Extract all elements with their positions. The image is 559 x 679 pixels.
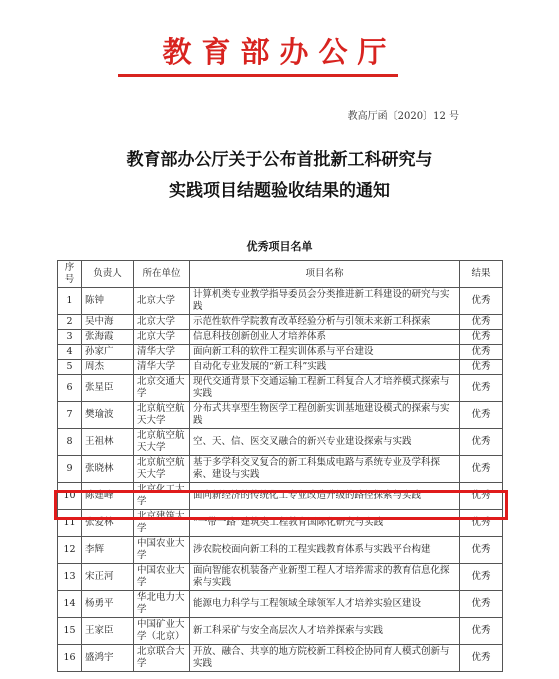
document-number: 教高厅函〔2020〕12 号	[347, 111, 459, 122]
row-institution: 北京大学	[134, 330, 190, 345]
row-leader: 周杰	[82, 360, 134, 375]
row-leader: 宋正河	[82, 564, 134, 591]
row-institution: 中国矿业大学（北京）	[134, 618, 190, 645]
row-result: 优秀	[460, 402, 503, 429]
header-result: 结果	[460, 261, 503, 288]
row-index: 16	[58, 645, 82, 672]
row-institution: 北京化工大学	[134, 483, 190, 510]
row-index: 9	[58, 456, 82, 483]
table-row	[58, 345, 503, 360]
row-leader: 杨勇平	[82, 591, 134, 618]
row-index: 1	[58, 288, 82, 315]
table-row	[58, 429, 503, 456]
row-institution: 中国农业大学	[134, 537, 190, 564]
row-project-name: 面向新经济的传统化工专业改造升级的路径探索与实践	[190, 483, 460, 510]
table-header-row	[58, 261, 503, 288]
table-row	[58, 315, 503, 330]
row-index: 4	[58, 345, 82, 360]
row-result: 优秀	[460, 591, 503, 618]
row-institution: 北京建筑大学	[134, 510, 190, 537]
row-index: 8	[58, 429, 82, 456]
row-project-name: 面向智能农机装备产业新型工程人才培养需求的教育信息化探索与实践	[190, 564, 460, 591]
highlight-box	[54, 490, 508, 520]
row-index: 6	[58, 375, 82, 402]
table-caption: 优秀项目名单	[246, 240, 313, 253]
table-row	[58, 375, 503, 402]
row-leader: 李辉	[82, 537, 134, 564]
row-leader: 张爱林	[82, 510, 134, 537]
row-project-name: 计算机类专业教学指导委员会分类推进新工科建设的研究与实践	[190, 288, 460, 315]
row-leader: 张晓林	[82, 456, 134, 483]
table-row	[58, 456, 503, 483]
row-index: 10	[58, 483, 82, 510]
row-index: 14	[58, 591, 82, 618]
row-institution: 北京航空航天大学	[134, 429, 190, 456]
table-row	[58, 402, 503, 429]
row-leader: 王家臣	[82, 618, 134, 645]
table-row	[58, 330, 503, 345]
header-leader: 负责人	[82, 261, 134, 288]
row-leader: 陈建峰	[82, 483, 134, 510]
row-result: 优秀	[460, 429, 503, 456]
row-institution: 中国农业大学	[134, 564, 190, 591]
row-result: 优秀	[460, 330, 503, 345]
table-row	[58, 537, 503, 564]
table-row	[58, 288, 503, 315]
notice-title-line-2: 实践项目结题验收结果的通知	[169, 181, 390, 201]
row-project-name: 开放、融合、共享的地方院校新工科校企协同育人模式创新与实践	[190, 645, 460, 672]
row-result: 优秀	[460, 537, 503, 564]
row-project-name: 能源电力科学与工程领域全球领军人才培养实验区建设	[190, 591, 460, 618]
row-result: 优秀	[460, 345, 503, 360]
row-index: 15	[58, 618, 82, 645]
row-project-name: 涉农院校面向新工科的工程实践教育体系与实践平台构建	[190, 537, 460, 564]
row-institution: 清华大学	[134, 360, 190, 375]
header-index: 序号	[58, 261, 82, 288]
row-result: 优秀	[460, 510, 503, 537]
row-result: 优秀	[460, 645, 503, 672]
row-index: 12	[58, 537, 82, 564]
row-leader: 张海霞	[82, 330, 134, 345]
header-institution: 所在单位	[134, 261, 190, 288]
row-project-name: 自动化专业发展的“新工科”实践	[190, 360, 460, 375]
table-row	[58, 645, 503, 672]
row-result: 优秀	[460, 618, 503, 645]
row-project-name: 现代交通背景下交通运输工程新工科复合人才培养模式探索与实践	[190, 375, 460, 402]
row-index: 5	[58, 360, 82, 375]
row-project-name: 示范性软件学院教育改革经验分析与引领未来新工科探索	[190, 315, 460, 330]
row-institution: 北京航空航天大学	[134, 402, 190, 429]
row-index: 2	[58, 315, 82, 330]
row-institution: 北京联合大学	[134, 645, 190, 672]
row-leader: 吴中海	[82, 315, 134, 330]
row-institution: 北京大学	[134, 315, 190, 330]
row-leader: 盛鸿宇	[82, 645, 134, 672]
row-institution: 华北电力大学	[134, 591, 190, 618]
row-institution: 北京航空航天大学	[134, 456, 190, 483]
row-result: 优秀	[460, 483, 503, 510]
row-leader: 王祖林	[82, 429, 134, 456]
table-body	[58, 288, 503, 672]
table-row	[58, 591, 503, 618]
row-result: 优秀	[460, 315, 503, 330]
row-index: 11	[58, 510, 82, 537]
row-project-name: 信息科技创新创业人才培养体系	[190, 330, 460, 345]
row-leader: 陈钟	[82, 288, 134, 315]
row-index: 3	[58, 330, 82, 345]
notice-title-line-1: 教育部办公厅关于公布首批新工科研究与	[126, 150, 433, 170]
row-project-name: 空、天、信、医交叉融合的新兴专业建设探索与实践	[190, 429, 460, 456]
org-header-title: 教育部办公厅	[162, 35, 397, 69]
header-divider	[118, 74, 398, 77]
table-row	[58, 564, 503, 591]
table-row	[58, 618, 503, 645]
row-institution: 清华大学	[134, 345, 190, 360]
row-institution: 北京交通大学	[134, 375, 190, 402]
row-index: 13	[58, 564, 82, 591]
row-institution: 北京大学	[134, 288, 190, 315]
row-index: 7	[58, 402, 82, 429]
row-leader: 张星臣	[82, 375, 134, 402]
row-project-name: 新工科采矿与安全高层次人才培养探索与实践	[190, 618, 460, 645]
row-project-name: “一带一路”建筑类工程教育国际化研究与实践	[190, 510, 460, 537]
project-table	[57, 260, 503, 672]
row-project-name: 面向新工科的软件工程实训体系与平台建设	[190, 345, 460, 360]
row-result: 优秀	[460, 360, 503, 375]
row-result: 优秀	[460, 375, 503, 402]
row-result: 优秀	[460, 456, 503, 483]
row-project-name: 基于多学科交叉复合的新工科集成电路与系统专业及学科探索、建设与实践	[190, 456, 460, 483]
row-leader: 樊瑜波	[82, 402, 134, 429]
row-result: 优秀	[460, 288, 503, 315]
table-row	[58, 360, 503, 375]
row-result: 优秀	[460, 564, 503, 591]
header-project-name: 项目名称	[190, 261, 460, 288]
row-project-name: 分布式共享型生物医学工程创新实训基地建设模式的探索与实践	[190, 402, 460, 429]
row-leader: 孙家广	[82, 345, 134, 360]
